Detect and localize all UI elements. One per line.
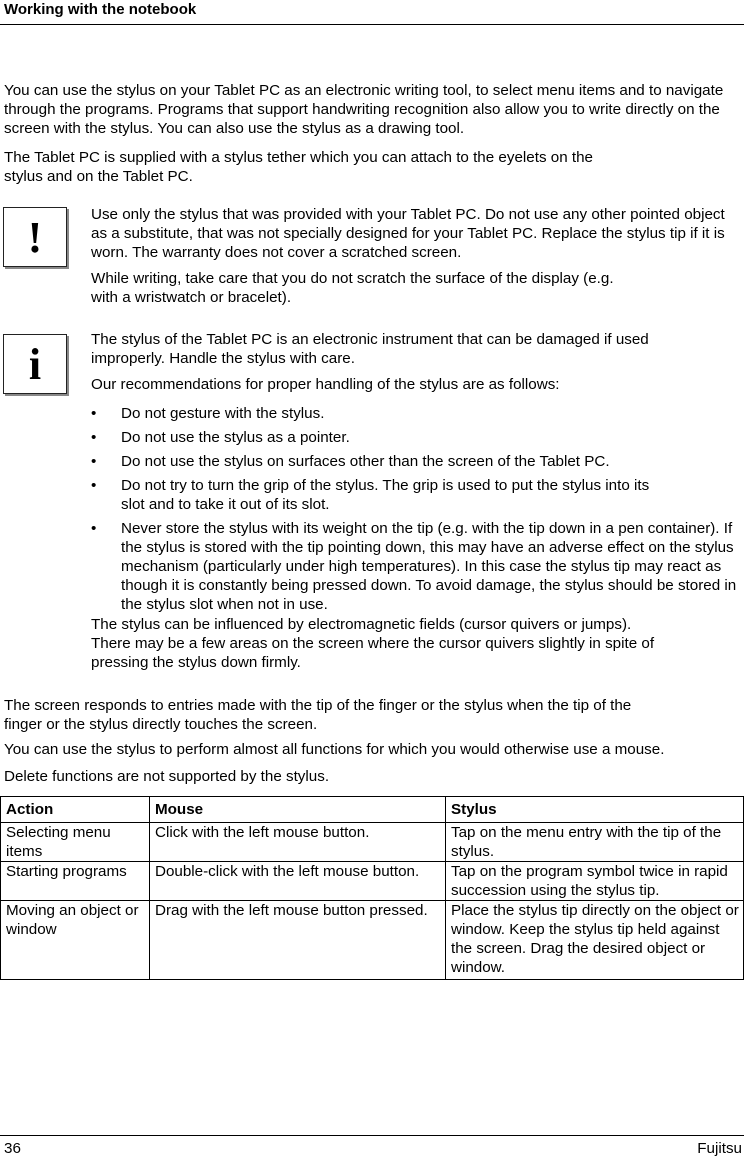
table-row — [1, 862, 744, 901]
table-row — [1, 823, 744, 862]
table-cell: Place the stylus tip directly on the object or window. Keep the stylus tip held against the screen. Drag the desired object or window. — [446, 901, 744, 980]
footer-divider — [0, 1135, 744, 1136]
column-header-stylus: Stylus — [446, 797, 744, 823]
footer-brand: Fujitsu — [697, 1140, 742, 1157]
list-item: • Do not try to turn the grip of the stylus. The grip is used to put the stylus into its slot and to take it out of its slot. — [91, 476, 651, 514]
table-cell: Tap on the program symbol twice in rapid succession using the stylus tip. — [446, 862, 744, 901]
body-paragraph: The screen responds to entries made with the tip of the finger or the stylus when the tip of the finger or the stylus directly touches the screen. — [4, 697, 632, 733]
info-paragraph: Our recommendations for proper handling of the stylus are as follows: — [91, 376, 560, 393]
warning-paragraph: While writing, take care that you do not scratch the surface of the display (e.g. with a wristwatch or bracelet). — [91, 270, 614, 306]
table-cell: Tap on the menu entry with the tip of the stylus. — [446, 823, 744, 862]
warning-icon: ! — [3, 207, 67, 267]
warning-paragraph: Use only the stylus that was provided with your Tablet PC. Do not use any other pointed object as a substitute, that was not specially designed for your Tablet PC. Replace the stylus tip if it is worn. The warranty does not cover a scratched screen. — [91, 206, 725, 261]
body-paragraph: Delete functions are not supported by the stylus. — [4, 768, 330, 785]
warning-note — [91, 205, 744, 307]
intro-paragraph: The Tablet PC is supplied with a stylus tether which you can attach to the eyelets on the stylus and on the Tablet PC. — [4, 149, 593, 185]
table-cell: Click with the left mouse button. — [150, 823, 446, 862]
info-icon: i — [3, 334, 67, 394]
list-item: • Do not use the stylus as a pointer. — [91, 428, 744, 447]
table-row — [1, 901, 744, 980]
body-paragraph: You can use the stylus to perform almost all functions for which you would otherwise use a mouse. — [4, 741, 665, 758]
mouse-stylus-comparison-table — [0, 796, 744, 980]
info-paragraph: The stylus of the Tablet PC is an electronic instrument that can be damaged if used improperly. Handle the stylus with care. — [91, 331, 649, 367]
table-cell: Selecting menu items — [1, 823, 150, 862]
info-note — [91, 330, 744, 394]
info-closing-paragraph: The stylus can be influenced by electromagnetic fields (cursor quivers or jumps). There may be a few areas on the screen where the cursor quivers slightly in spite of pressing the stylus down firmly. — [91, 616, 655, 671]
column-header-action: Action — [1, 797, 150, 823]
list-item: • Do not use the stylus on surfaces other than the screen of the Tablet PC. — [91, 452, 744, 471]
table-cell: Starting programs — [1, 862, 150, 901]
table-cell: Drag with the left mouse button pressed. — [150, 901, 446, 980]
intro-paragraph: You can use the stylus on your Tablet PC as an electronic writing tool, to select menu items and to navigate through the programs. Programs that support handwriting recognition also allow you to write directly on the screen with the stylus. You can also use the stylus as a drawing tool. — [4, 82, 724, 137]
header-divider — [0, 24, 744, 25]
table-cell: Moving an object or window — [1, 901, 150, 980]
table-cell: Double-click with the left mouse button. — [150, 862, 446, 901]
page-header-title: Working with the notebook — [4, 1, 197, 18]
page-number: 36 — [4, 1140, 21, 1157]
table-header-row — [1, 797, 744, 823]
column-header-mouse: Mouse — [150, 797, 446, 823]
stylus-recommendations-list — [91, 404, 744, 619]
list-item: • Never store the stylus with its weight on the tip (e.g. with the tip down in a pen container). If the stylus is stored with the tip pointing down, this may have an adverse effect on the stylus mechanism (particularly under high temperatures). In this case the stylus tip may react as though it is constantly being pressed down. To avoid damage, the stylus should be stored in the stylus slot when not in use. — [91, 519, 744, 614]
list-item: • Do not gesture with the stylus. — [91, 404, 744, 423]
